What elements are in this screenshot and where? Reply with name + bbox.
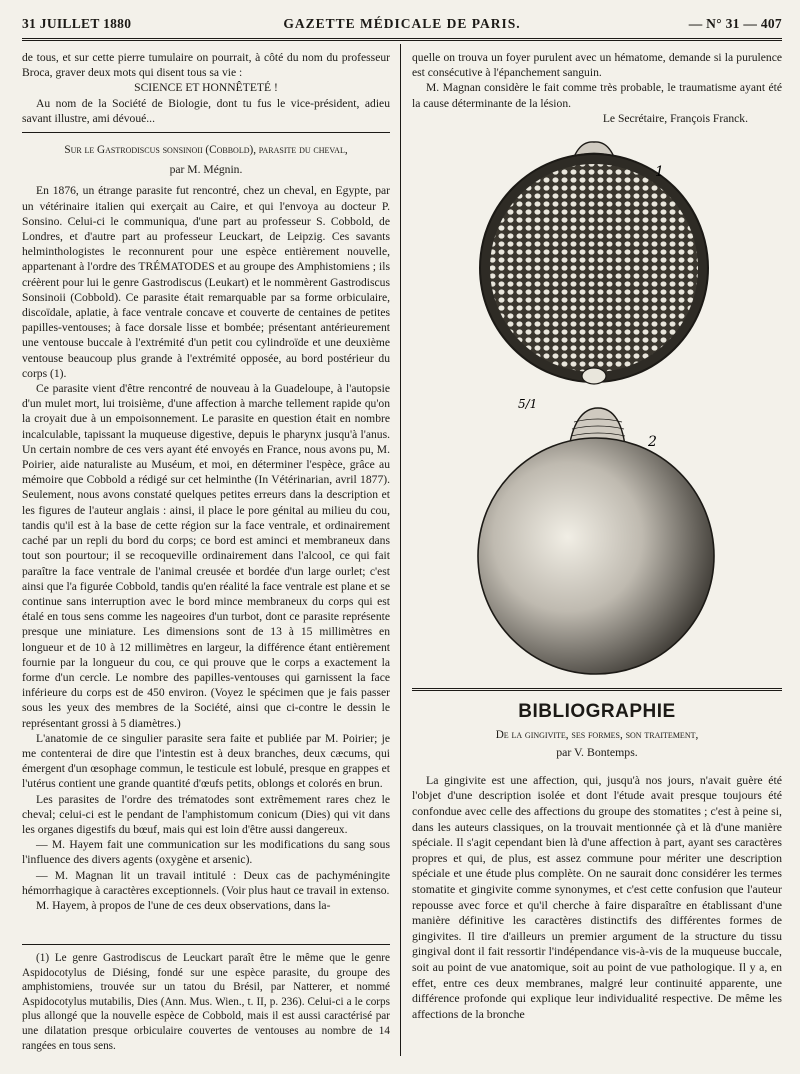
article-paragraph: L'anatomie de ce singulier parasite sera faite et publiée par M. Poirier; je me contenterai de dire que l'intestin est à deux branches, deux cæcums, qui émergent d'un œsophage commun, le testicule est lobulé, presque en grappes et l'utérus contient une grande quantité d'œufs petits, oblongs et colorés en brun. xyxy=(22,731,390,791)
intro-paragraph: de tous, et sur cette pierre tumulaire on pourrait, à côté du nom du professeur Broca, graver deux mots qui disent tous sa vie : xyxy=(22,51,390,80)
right-column xyxy=(412,50,782,126)
continued-paragraph: M. Magnan considère le fait comme très probable, le traumatisme ayant été la cause déterminante de la lésion. xyxy=(412,81,782,110)
article-paragraph: Ce parasite vient d'être rencontré de nouveau à la Guadeloupe, à l'autopsie d'un mulet mort, lui troisième, d'une affection à marche tellement rapide qu'on la croyait due à un empoisonnement. Le parasite en question était en nombre incalculable, tapissant la muqueuse digestive, depuis le pharynx jusqu'à l'anus. Un certain nombre de ces vers ayant été envoyés en France, nous avons pu, M. Poirier, aide naturaliste au Muséum, et moi, en déterminer l'espèce, grâce au mémoire que Cobbold a rédigé sur cet helminthe (In Vétérinarian, avril 1877). Seulement, nous avons constaté quelques petites erreurs dans la description et les figures de l'auteur anglais : ainsi, il place le pore génital au milieu du cou, tandis qu'il est à la base de cette région sur la face ventrale, et ordinairement caché par un repli du bord du corps; ce bord est aminci et membraneux dans tout son pourtour; il se recoqueville ordinairement dans l'alcool, ce qui fait paraître la face ventrale de l'animal creusée et bordée d'un large ourlet; c'est ainsi que l'a figurée Cobbold, tandis qu'en réalité la face ventrale est plane et se continue sans interruption avec le bord mince membraneux du corps qui est étalé en tous sens comme les nageoires d'un turbot, dont ce parasite représente presque une miniature. Les dimensions sont de 13 à 15 millimètres en longueur et de 10 à 12 millimètres en largeur, la différence étant entièrement fournie par la longueur du cou, ce qui prouve que le corps a exactement la forme d'un cercle. Le nombre des papilles-ventouses qui garnissent la face inférieure du corps est de 450 environ. (Voyez le spécimen que je fais passer sous les yeux des membres de la Société, ainsi que ci-contre le dessin le représentant grossi à 5 diamètres.) xyxy=(22,382,390,730)
header-rule xyxy=(22,38,782,43)
dorsal-body xyxy=(478,438,714,674)
bibliography-heading: BIBLIOGRAPHIE xyxy=(518,701,676,722)
motto: SCIENCE ET HONNÊTETÉ ! xyxy=(134,81,278,95)
page-header xyxy=(22,14,782,36)
continued-paragraph: quelle on trouva un foyer purulent avec un hématome, demande si la purulence est consécutive à l'épanchement sanguin. xyxy=(412,51,782,80)
review-paragraph: La gingivite est une affection, qui, jusqu'à nos jours, n'avait guère été l'objet d'une description isolée et dont l'étude avait presque toujours été confondue avec celle des affections du groupe des stomatites ; c'est à peine si, dans les auteurs classiques, on la trouvait mentionnée çà et là d'une manière spéciale. Il s'agit cependant bien là d'une affection à part, ayant ses caractères propres et qui, de plus, est assez commune pour mériter une description spéciale et une étude plus complète. On ne saurait donc considérer les termes stomatite et gingivite comme synonymes, et c'est cette confusion que l'auteur repousse avec force et qu'il cherche à faire disparaître en établissant d'une manière définitive les caractères distinctifs des différentes formes de gingivites. Il tire d'ailleurs un premier argument de la structure du tissu gingival dont il fait ressortir l'indépendance vis-à-vis de la muqueuse buccale, soit au point de vue anatomique, soit au point de vue pathologique. Il y a, en effet, entre ces deux membranes, malgré leur continuité apparente, une différence profonde qui explique leur individualité respective. De même les affections de la bronche xyxy=(412,772,782,1021)
review-author: par V. Bontemps. xyxy=(556,745,638,760)
bibliography-rule xyxy=(412,688,782,693)
article-title: Sur le Gastrodiscus sonsinoii (Cobbold), parasite du cheval, xyxy=(64,144,348,157)
figure-label-1: 1 xyxy=(655,164,664,180)
section-rule xyxy=(22,132,390,133)
footnote-rule xyxy=(22,944,390,945)
parasite-illustration xyxy=(470,136,730,676)
journal-title: GAZETTE MÉDICALE DE PARIS. xyxy=(283,16,521,31)
posterior-sucker xyxy=(582,368,606,384)
article-byline: par M. Mégnin. xyxy=(169,163,243,177)
column-divider xyxy=(400,44,401,1056)
scale-label: 5/1 xyxy=(518,397,538,411)
parasite-engraving xyxy=(470,136,730,676)
minutes-paragraph: — M. Magnan lit un travail intitulé : Deux cas de pachyméningite hémorrhagique à caractères exceptionnels. (Voir plus haut ce travail in extenso. xyxy=(22,868,390,897)
footnote-block xyxy=(22,944,390,1053)
minutes-paragraph: M. Hayem, à propos de l'une de ces deux observations, dans la- xyxy=(36,898,331,912)
left-column xyxy=(22,50,390,913)
minutes-paragraph: — M. Hayem fait une communication sur les modifications du sang sous l'influence des divers agents (oxygène et arsenic). xyxy=(22,838,390,867)
footnote: (1) Le genre Gastrodiscus de Leuckart paraît être le même que le genre Aspidocotylus de Diésing, fondé sur une espèce parasite, du groupe des amphistomiens, trouvée sur un tatou du Brésil, par Natterer, et nommé Aspidocotylus mutabilis, Dies (Ann. Mus. Wien., t. II, p. 236). Celui-ci a le corps plus allongé que la nouvelle espèce de Cobbold, mais il est aussi caractérisé par une dilatation presque orbiculaire couvertes de ventouses au nombre de 14 rangées en tous sens. xyxy=(22,952,390,1052)
issue-page-number: — N° 31 — 407 xyxy=(688,16,782,31)
figure-label-2: 2 xyxy=(648,434,657,450)
bibliography-section xyxy=(412,701,782,1022)
issue-date: 31 JUILLET 1880 xyxy=(22,16,132,31)
review-title: De la gingivite, ses formes, son traitement, xyxy=(495,728,699,741)
papillae-field xyxy=(490,164,698,372)
article-paragraph: En 1876, un étrange parasite fut rencontré, chez un cheval, en Egypte, par un vétérinaire italien qui exerçait au Caire, et qui l'envoya au docteur P. Sonsino. Celui-ci le communiqua, d'une part au professeur S. Cobbold, de Londres, et d'autre part au professeur Leuckart, de Leipzig. Ces savants helminthologistes le reconnurent pour une espèce entièrement nouvelle, appartenant à l'ordre des TRÉMATODES et au groupe des Amphistomiens ; ils créèrent pour lui le genre Gastrodiscus (Leukart) et le nommèrent Gastrodiscus Sonsinoii (Cobbold). Ce parasite était remarquable par sa forme orbiculaire, discoïdale, aplatie, à face ventrale concave et couverte de centaines de petites papilles-ventouses; à face dorsale lisse et bombée; présentant antérieurement une ventouse buccale à l'extrémité d'un petit cou cylindroïde et une deuxième ventouse beaucoup plus grande à l'extrémité opposée, au bord postérieur du corps (1). xyxy=(22,184,390,380)
farewell-paragraph: Au nom de la Société de Biologie, dont tu fus le vice-président, adieu savant illustre, ami dévoué... xyxy=(22,96,390,125)
secretary-signature: Le Secrétaire, François Franck. xyxy=(602,111,748,125)
article-paragraph: Les parasites de l'ordre des trématodes sont extrêmement rares chez le cheval; celui-ci est le pendant de l'amphistomum conicum (Dies) qui vit dans les organes digestifs du bœuf, mais qui est loin d'être aussi dangereux. xyxy=(22,792,390,836)
